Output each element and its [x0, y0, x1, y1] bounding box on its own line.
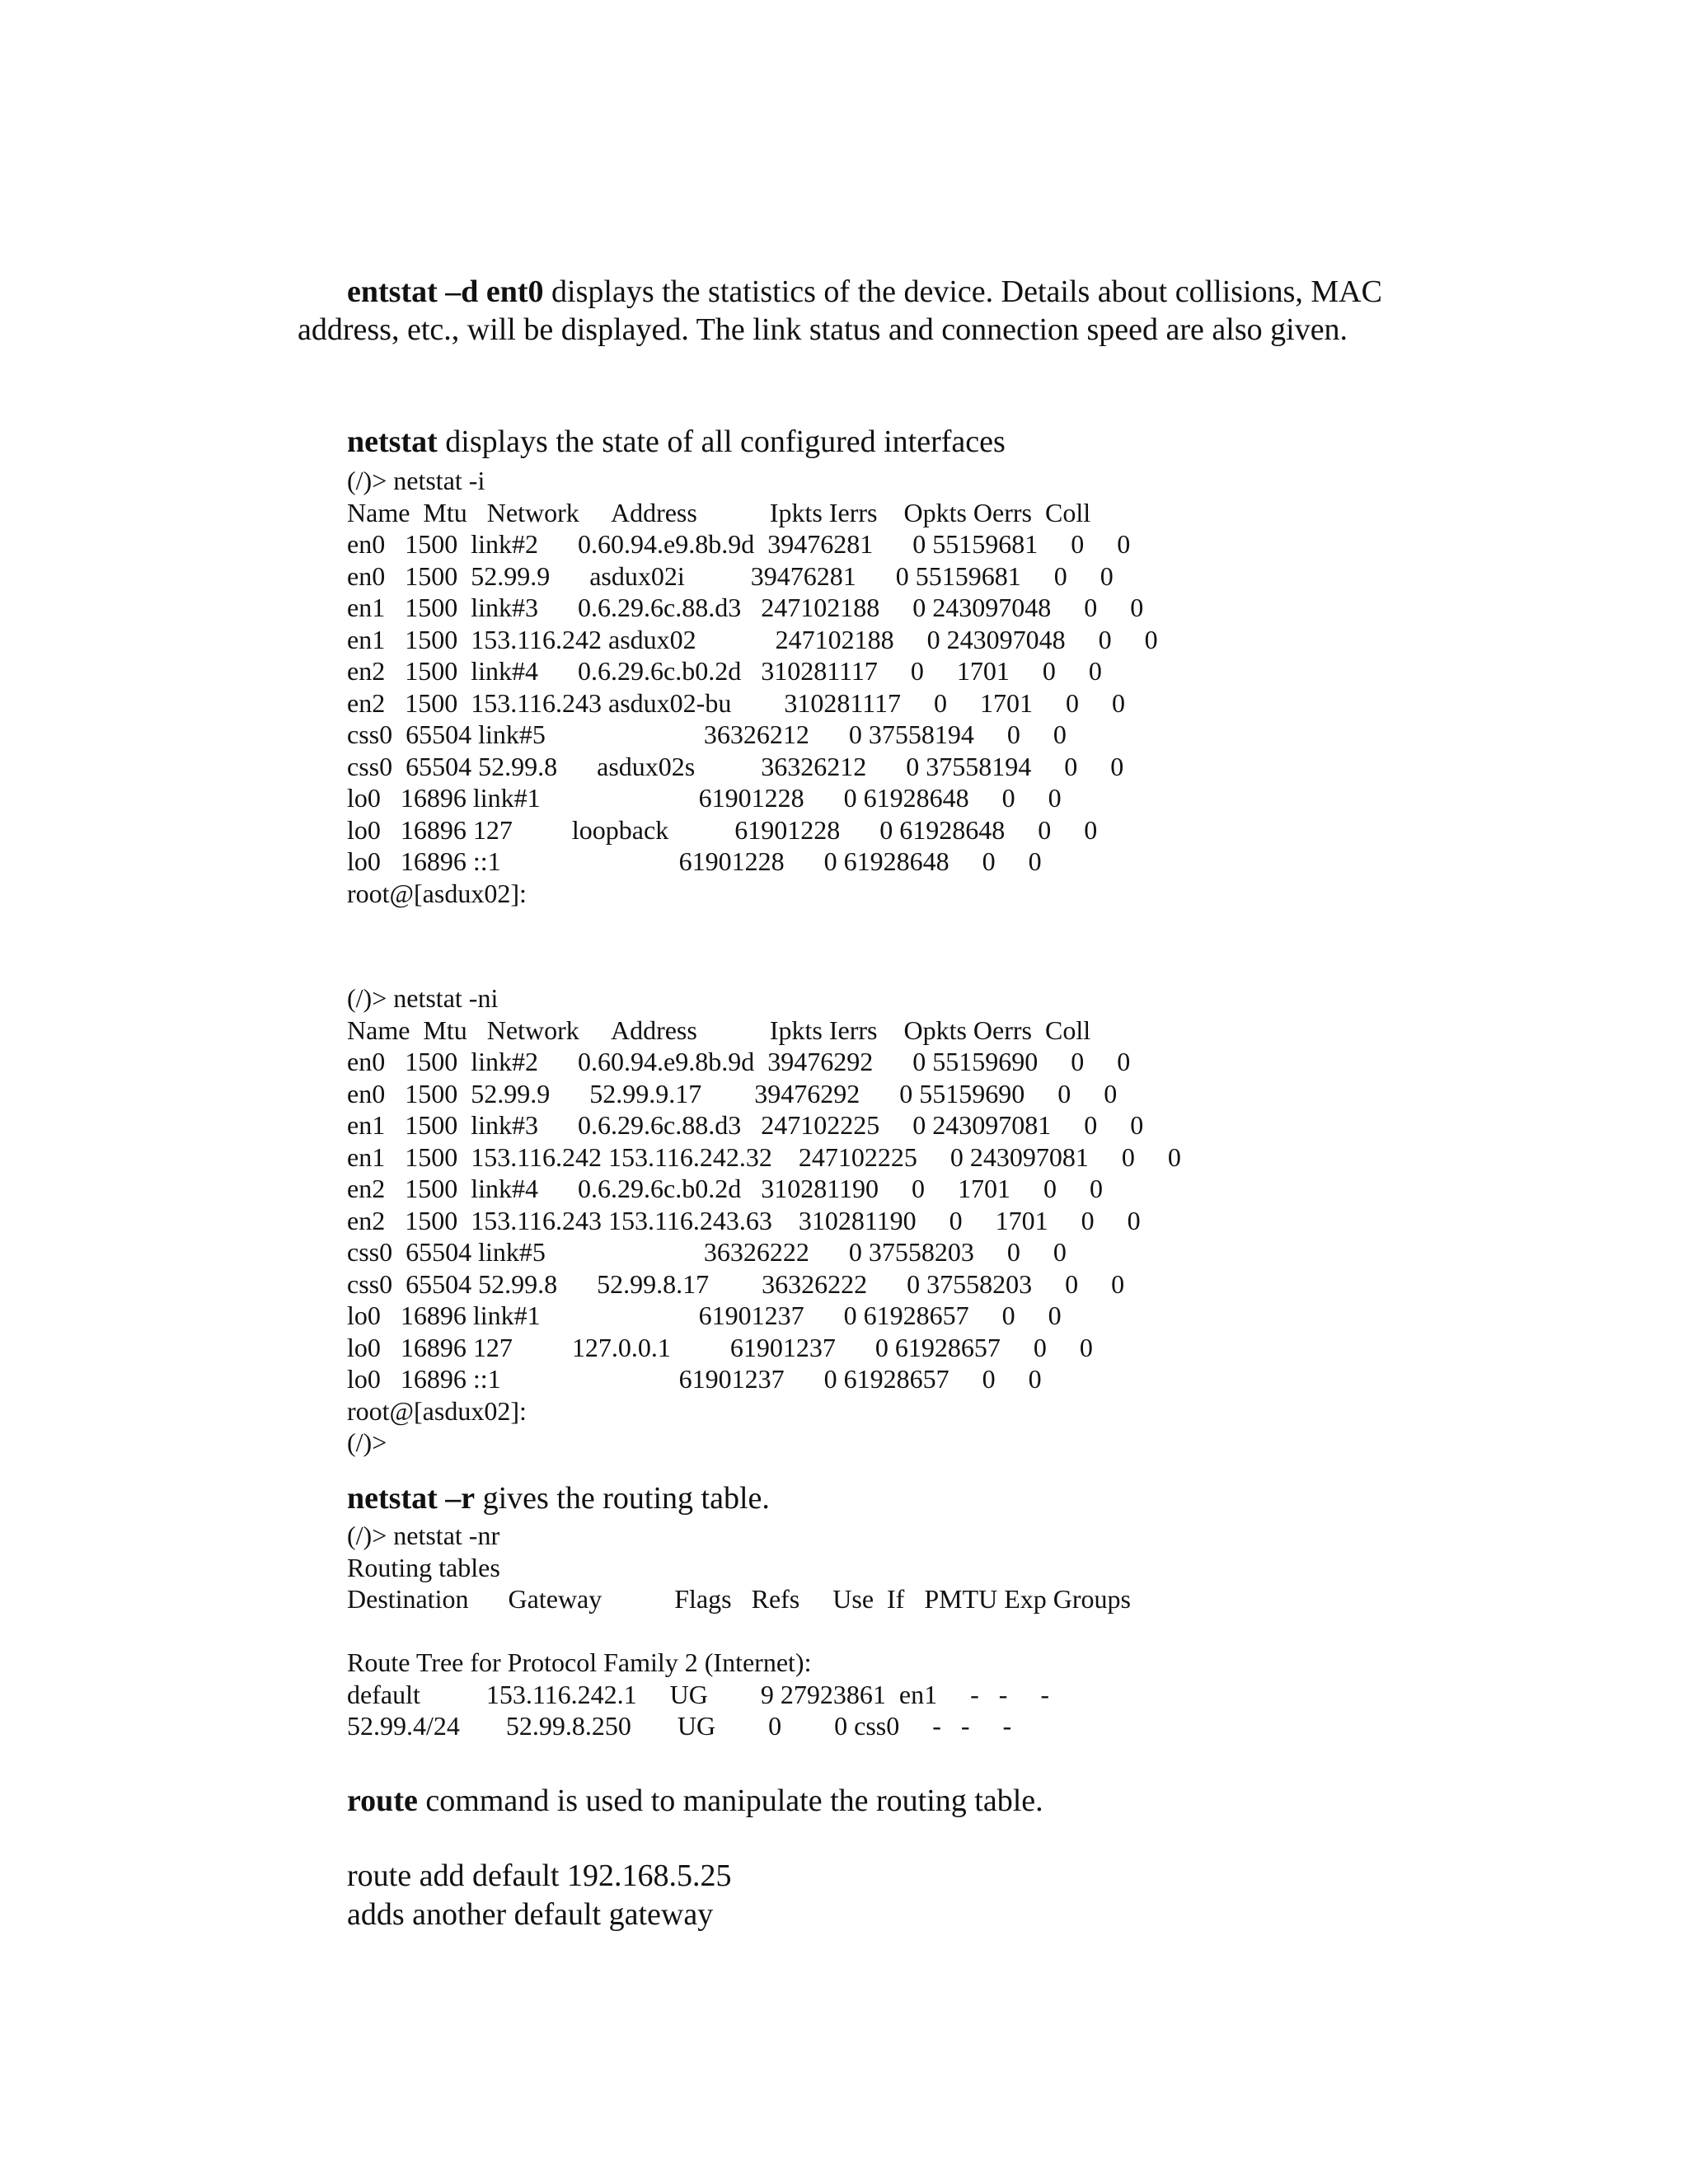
output-line: root@[asdux02]:: [347, 1395, 527, 1426]
netstat-r-command: netstat –r: [347, 1481, 476, 1516]
netstat-i-output: [347, 465, 1158, 909]
netstat-ni-output: [347, 982, 1181, 1459]
route-example-command: route add default 192.168.5.25: [347, 1858, 732, 1893]
output-line: lo0 16896 127 127.0.0.1 61901237 0 61928657 0 0: [347, 1332, 1093, 1362]
output-line: en0 1500 link#2 0.60.94.e9.8b.9d 39476292 0 55159690 0 0: [347, 1047, 1131, 1076]
output-line: lo0 16896 127 loopback 61901228 0 61928648 0 0: [347, 814, 1098, 845]
output-line: default 153.116.242.1 UG 9 27923861 en1 - - -: [347, 1679, 1050, 1709]
output-line: root@[asdux02]:: [347, 878, 527, 908]
intro-text: displays the statistics of the device. Details about collisions, MAC address, etc., will be displayed. The link status and connection speed are also given.: [298, 274, 1382, 347]
output-line: en2 1500 link#4 0.6.29.6c.b0.2d 310281190 0 1701 0 0: [347, 1174, 1103, 1203]
output-line: (/)> netstat -ni: [347, 983, 499, 1013]
output-line: Name Mtu Network Address Ipkts Ierrs Opkts Oerrs Coll: [347, 1015, 1091, 1045]
output-line: Name Mtu Network Address Ipkts Ierrs Opkts Oerrs Coll: [347, 497, 1091, 527]
output-line: (/)> netstat -nr: [347, 1521, 500, 1550]
netstat-heading: [347, 423, 1006, 461]
output-line: en1 1500 link#3 0.6.29.6c.88.d3 247102225 0 243097081 0 0: [347, 1110, 1144, 1140]
output-line: en0 1500 52.99.9 asdux02i 39476281 0 55159681 0 0: [347, 560, 1114, 591]
output-line: lo0 16896 ::1 61901237 0 61928657 0 0: [347, 1364, 1042, 1394]
netstat-nr-output: [347, 1520, 1131, 1742]
output-line: (/)> netstat -i: [347, 466, 485, 495]
output-line: css0 65504 link#5 36326212 0 37558194 0 0: [347, 719, 1067, 749]
netstat-heading-text: displays the state of all configured interfaces: [437, 424, 1006, 459]
intro-paragraph: [298, 273, 1451, 349]
output-line: css0 65504 52.99.8 52.99.8.17 36326222 0 37558203 0 0: [347, 1268, 1125, 1299]
output-line: [347, 1615, 1131, 1647]
netstat-command: netstat: [347, 424, 438, 459]
output-line: en1 1500 153.116.242 153.116.242.32 247102225 0 243097081 0 0: [347, 1141, 1181, 1172]
output-line: Route Tree for Protocol Family 2 (Internet):: [347, 1647, 812, 1677]
route-example-description: adds another default gateway: [347, 1897, 714, 1932]
output-line: 52.99.4/24 52.99.8.250 UG 0 0 css0 - - -: [347, 1711, 1012, 1741]
output-line: Routing tables: [347, 1552, 500, 1582]
output-line: css0 65504 52.99.8 asdux02s 36326212 0 37558194 0 0: [347, 751, 1124, 781]
output-line: en1 1500 153.116.242 asdux02 247102188 0 243097048 0 0: [347, 624, 1158, 654]
intro-command: entstat –d ent0: [347, 274, 544, 309]
output-line: Destination Gateway Flags Refs Use If PMTU Exp Groups: [347, 1584, 1131, 1614]
output-line: css0 65504 link#5 36326222 0 37558203 0 0: [347, 1237, 1067, 1267]
output-line: en0 1500 52.99.9 52.99.9.17 39476292 0 55159690 0 0: [347, 1078, 1118, 1108]
output-line: lo0 16896 link#1 61901237 0 61928657 0 0: [347, 1301, 1062, 1330]
output-line: en1 1500 link#3 0.6.29.6c.88.d3 247102188 0 243097048 0 0: [347, 593, 1144, 622]
output-line: en2 1500 link#4 0.6.29.6c.b0.2d 310281117 0 1701 0 0: [347, 656, 1102, 686]
output-line: lo0 16896 ::1 61901228 0 61928648 0 0: [347, 846, 1042, 876]
route-heading: [347, 1782, 1043, 1820]
output-line: en2 1500 153.116.243 asdux02-bu 310281117 0 1701 0 0: [347, 687, 1125, 718]
netstat-r-heading-text: gives the routing table.: [475, 1481, 770, 1516]
output-line: en2 1500 153.116.243 153.116.243.63 310281190 0 1701 0 0: [347, 1205, 1141, 1235]
netstat-r-heading: [347, 1479, 770, 1517]
route-heading-text: command is used to manipulate the routing table.: [417, 1783, 1043, 1818]
route-command: route: [347, 1783, 418, 1818]
output-line: lo0 16896 link#1 61901228 0 61928648 0 0: [347, 783, 1062, 813]
output-line: (/)>: [347, 1427, 387, 1457]
output-line: en0 1500 link#2 0.60.94.e9.8b.9d 39476281 0 55159681 0 0: [347, 529, 1131, 559]
